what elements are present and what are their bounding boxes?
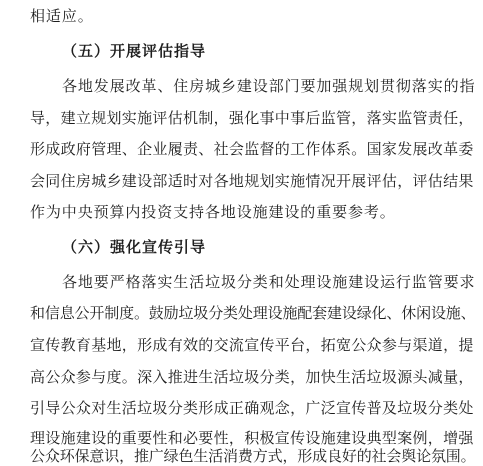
paragraph-line: 各地要严格落实生活垃圾分类和处理设施建设运行监管要求 xyxy=(62,273,476,291)
paragraph-line: 会同住房城乡建设部适时对各地规划实施情况开展评估，评估结果 xyxy=(30,172,474,190)
paragraph-line: 宣传教育基地，形成有效的交流宣传平台，拓宽公众参与渠道，提 xyxy=(30,336,474,354)
paragraph-line: 导，建立规划实施评估机制，强化事中事后监管，落实监管责任， xyxy=(30,109,474,127)
paragraph-line: 相适应。 xyxy=(30,7,94,25)
paragraph-line: 公众环保意识，推广绿色生活消费方式，形成良好的社会舆论氛围。 xyxy=(30,447,476,465)
paragraph-line: 各地发展改革、住房城乡建设部门要加强规划贯彻落实的指 xyxy=(62,77,476,95)
paragraph-line: 高公众参与度。深入推进生活垃圾分类，加快生活垃圾源头减量， xyxy=(30,368,474,386)
paragraph-line: 形成政府管理、企业履责、社会监督的工作体系。国家发展改革委 xyxy=(30,140,474,158)
paragraph-line: 和信息公开制度。鼓励垃圾分类处理设施配套建设绿化、休闲设施、 xyxy=(30,304,476,322)
paragraph-line: 引导公众对生活垃圾分类形成正确观念，广泛宣传普及垃圾分类处 xyxy=(30,399,474,417)
section-heading-6: （六）强化宣传引导 xyxy=(62,238,207,256)
section-heading-5: （五）开展评估指导 xyxy=(62,42,207,60)
paragraph-line: 作为中央预算内投资支持各地设施建设的重要参考。 xyxy=(30,203,396,221)
paragraph-line: 理设施建设的重要性和必要性，积极宣传设施建设典型案例，增强 xyxy=(30,429,474,447)
